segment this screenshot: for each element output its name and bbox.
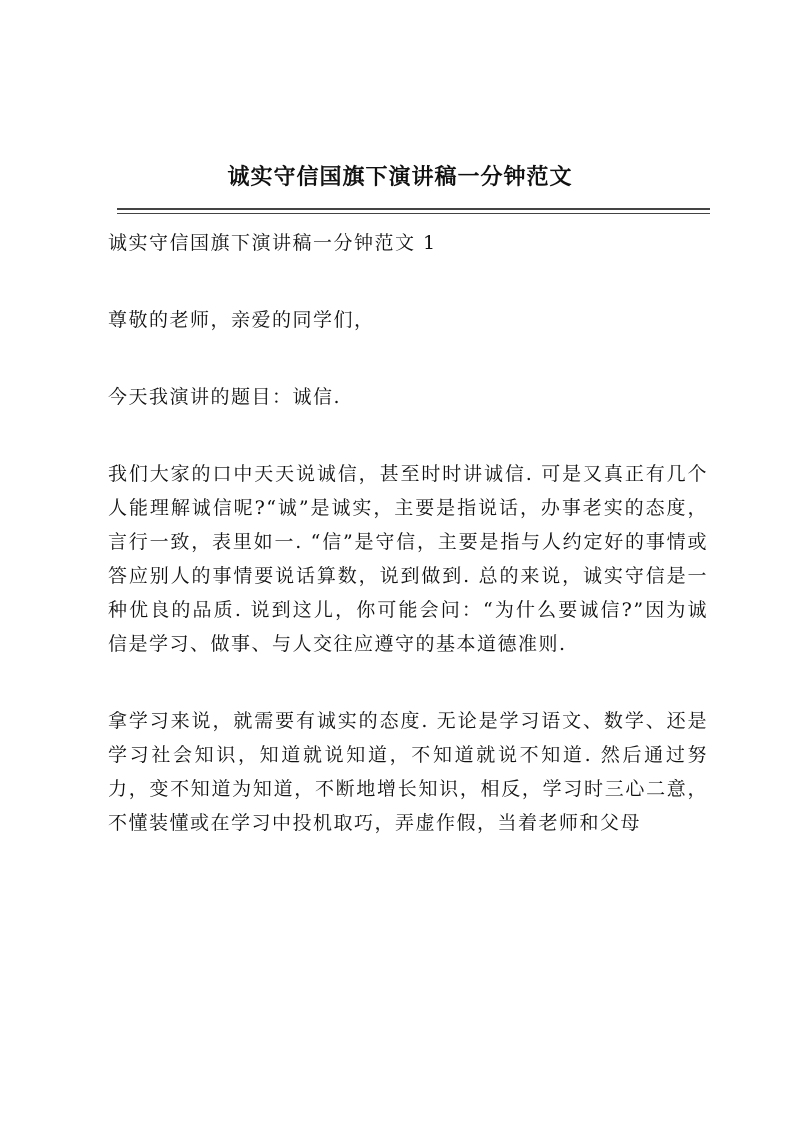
title-divider xyxy=(117,208,710,210)
body-paragraph: 我们大家的口中天天说诚信，甚至时时讲诚信. 可是又真正有几个人能理解诚信呢?“诚”是诚实，主要是指说话，办事老实的态度，言行一致，表里如一. “信”是守信，主要是指与人约定好的事情或答应别人的事情要说话算数，说到做到. 总的来说，诚实守信是一种优良的品质. 说到这儿，你可能会问：“为什么要诚信?”因为诚信是学习、做事、与人交往应遵守的基本道德准则. xyxy=(108,463,708,655)
subtitle-paragraph: 诚实守信国旗下演讲稿一分钟范文 1 xyxy=(108,232,437,254)
document-title: 诚实守信国旗下演讲稿一分钟范文 xyxy=(227,164,573,190)
salutation-paragraph: 尊敬的老师，亲爱的同学们， xyxy=(108,309,375,331)
topic-paragraph: 今天我演讲的题目：诚信. xyxy=(108,386,342,408)
document-body xyxy=(108,226,708,840)
body-paragraph: 拿学习来说，就需要有诚实的态度. 无论是学习语文、数学、还是学习社会知识，知道就说知道，不知道就说不知道. 然后通过努力，变不知道为知道，不断地增长知识，相反，学习时三心二意，不懂装懂或在学习中投机取巧，弄虚作假，当着老师和父母 xyxy=(108,710,708,834)
title-divider-thin xyxy=(117,213,710,214)
